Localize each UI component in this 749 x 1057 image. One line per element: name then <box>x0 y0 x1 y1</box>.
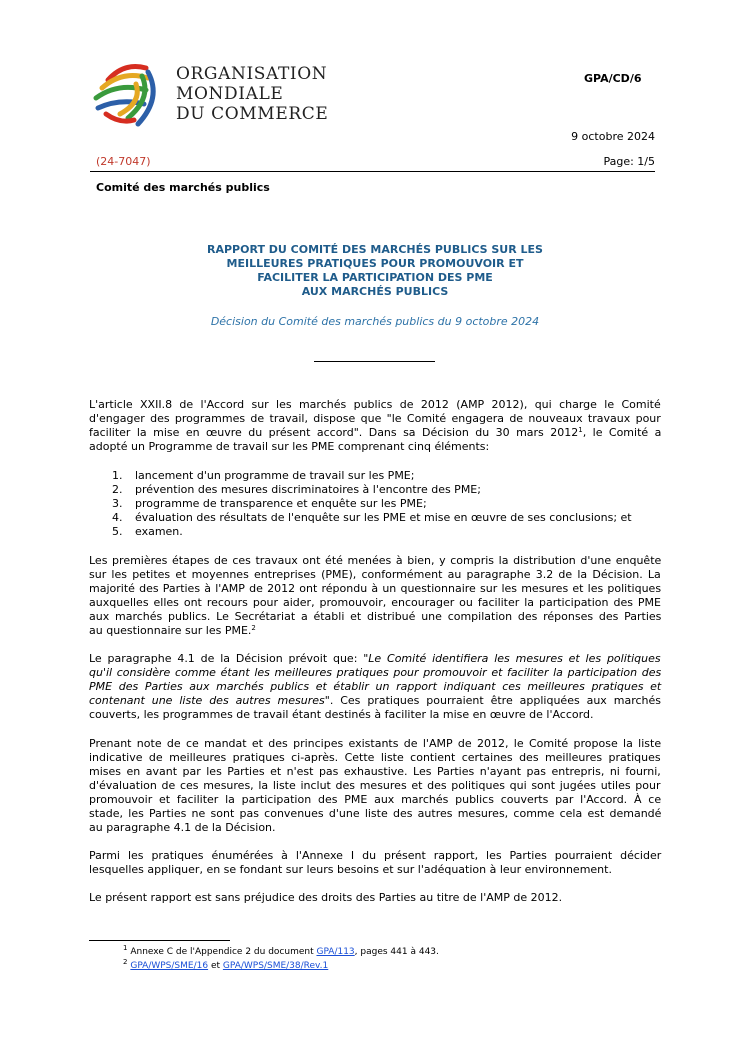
paragraph-4 <box>89 737 661 835</box>
footnote-2: $^2$ GPA/WPS/SME/16 et GPA/WPS/SME/38/Rev.1 <box>123 958 329 971</box>
text-line: majorité des Parties à l'AMP de 2012 ont répondu à un questionnaire sur les mesures et les politiques <box>89 582 662 595</box>
footnote-divider <box>89 940 230 941</box>
text-line: contenant une liste des autres mesures". Ces pratiques pourraient être appliquées aux marchés <box>89 694 661 707</box>
document-symbol: GPA/CD/6 <box>584 72 642 85</box>
text-line: d'engager des programmes de travail, dispose que "le Comité engagera de nouveaux travaux pour <box>89 412 661 425</box>
link-gpa-wps-sme-16[interactable]: GPA/WPS/SME/16 <box>130 961 209 971</box>
list-item: 1. lancement d'un programme de travail sur les PME; <box>112 469 415 482</box>
document-title <box>120 243 630 299</box>
footnote-ref-2: 2 <box>251 624 256 632</box>
text-line: Le présent rapport est sans préjudice des droits des Parties au titre de l'AMP de 2012. <box>89 891 563 904</box>
document-reference: (24-7047) <box>96 155 151 168</box>
text-line: d'évaluation de ces mesures, la liste inclut des mesures et des politiques qui sont jugées utiles pour <box>89 779 661 792</box>
list-item: 4. évaluation des résultats de l'enquête sur les PME et mise en œuvre de ses conclusions; et <box>112 511 632 524</box>
text-line: au questionnaire sur les PME.$^2$ <box>89 624 256 637</box>
page-indicator: Page: 1/5 <box>603 155 655 168</box>
elements-list <box>112 469 632 539</box>
text-line: lesquelles appliquer, en se fondant sur leurs besoins et sur l'adéquation à leur environnement. <box>89 863 612 876</box>
footnote-ref-1: 1 <box>578 426 583 434</box>
text-line: Parmi les pratiques énumérées à l'Annexe I du présent rapport, les Parties pourraient décider <box>89 849 662 862</box>
text-line: mises en avant par les Parties et n'est pas exhaustive. Les Parties n'ayant pas entrepris, ni fourni, <box>89 765 661 778</box>
list-item: 3. programme de transparence et enquête sur les PME; <box>112 497 427 510</box>
paragraph-6 <box>89 891 661 905</box>
wto-logo-icon <box>88 58 168 130</box>
org-name-line3: DU COMMERCE <box>176 104 329 124</box>
decision-subtitle: Décision du Comité des marchés publics du 9 octobre 2024 <box>210 315 540 328</box>
text-line: PME des Parties aux marchés publics et établir un rapport indiquant ces meilleures pratiques et <box>89 680 662 693</box>
text-line: promouvoir et faciliter la participation des PME aux marchés publics couverts par l'Accord. À ce <box>89 793 662 806</box>
list-item: 5. examen. <box>112 525 183 538</box>
text-line: adopté un Programme de travail sur les PME comprenant cinq éléments: <box>89 440 490 453</box>
org-name-line2: MONDIALE <box>176 84 284 104</box>
text-line: L'article XXII.8 de l'Accord sur les marchés publics de 2012 (AMP 2012), qui charge le Comité <box>89 398 661 411</box>
text-line: stade, les Parties ne sont pas convenues d'une liste des autres mesures, comme cela est demandé <box>89 807 662 820</box>
paragraph-3 <box>89 652 661 722</box>
text-line: qu'il considère comme étant les meilleures pratiques pour promouvoir et faciliter la participation des <box>89 666 662 679</box>
text-line: auxquelles elles ont recours pour aider, promouvoir, encourager ou faciliter la participation des PME <box>89 596 661 609</box>
committee-name: Comité des marchés publics <box>96 181 270 194</box>
text-line: couverts, les programmes de travail étant destinés à faciliter la mise en œuvre de l'Accord. <box>89 708 594 721</box>
title-line: AUX MARCHÉS PUBLICS <box>301 285 449 298</box>
header-divider <box>90 171 655 172</box>
footnote-1: $^1$ Annexe C de l'Appendice 2 du document GPA/113, pages 441 à 443. <box>123 944 439 957</box>
title-line: MEILLEURES PRATIQUES POUR PROMOUVOIR ET <box>226 257 524 270</box>
text-line: faciliter la mise en œuvre du présent accord". Dans sa Décision du 30 mars 2012$^1$, le Comité a <box>89 426 662 439</box>
text-line: sur les petites et moyennes entreprises (PME), conformément au paragraphe 3.2 de la Décision. La <box>89 568 661 581</box>
org-name-line1: ORGANISATION <box>176 64 328 84</box>
text-line: au paragraphe 4.1 de la Décision. <box>89 821 276 834</box>
title-separator <box>314 361 435 362</box>
title-line: FACILITER LA PARTICIPATION DES PME <box>257 271 493 284</box>
list-item: 2. prévention des mesures discriminatoires à l'encontre des PME; <box>112 483 481 496</box>
text-line: Le paragraphe 4.1 de la Décision prévoit que: "Le Comité identifiera les mesures et les politiques <box>89 652 661 665</box>
document-date: 9 octobre 2024 <box>571 130 655 143</box>
paragraph-5 <box>89 849 661 877</box>
text-line: Prenant note de ce mandat et des principes existants de l'AMP de 2012, le Comité propose la liste <box>89 737 662 750</box>
text-line: aux marchés publics. Le Secrétariat a établi et distribué une compilation des réponses des Parties <box>89 610 662 623</box>
text-line: indicative de meilleures pratiques ci-après. Cette liste contient certaines des meilleures pratiques <box>89 751 661 764</box>
paragraph-2 <box>89 554 661 638</box>
title-line: RAPPORT DU COMITÉ DES MARCHÉS PUBLICS SUR LES <box>207 243 543 256</box>
link-gpa-wps-sme-38-rev1[interactable]: GPA/WPS/SME/38/Rev.1 <box>222 961 329 971</box>
link-gpa-113[interactable]: GPA/113 <box>316 947 355 957</box>
text-line: Les premières étapes de ces travaux ont été menées à bien, y compris la distribution d'une enquête <box>89 554 662 567</box>
paragraph-1 <box>89 398 661 454</box>
